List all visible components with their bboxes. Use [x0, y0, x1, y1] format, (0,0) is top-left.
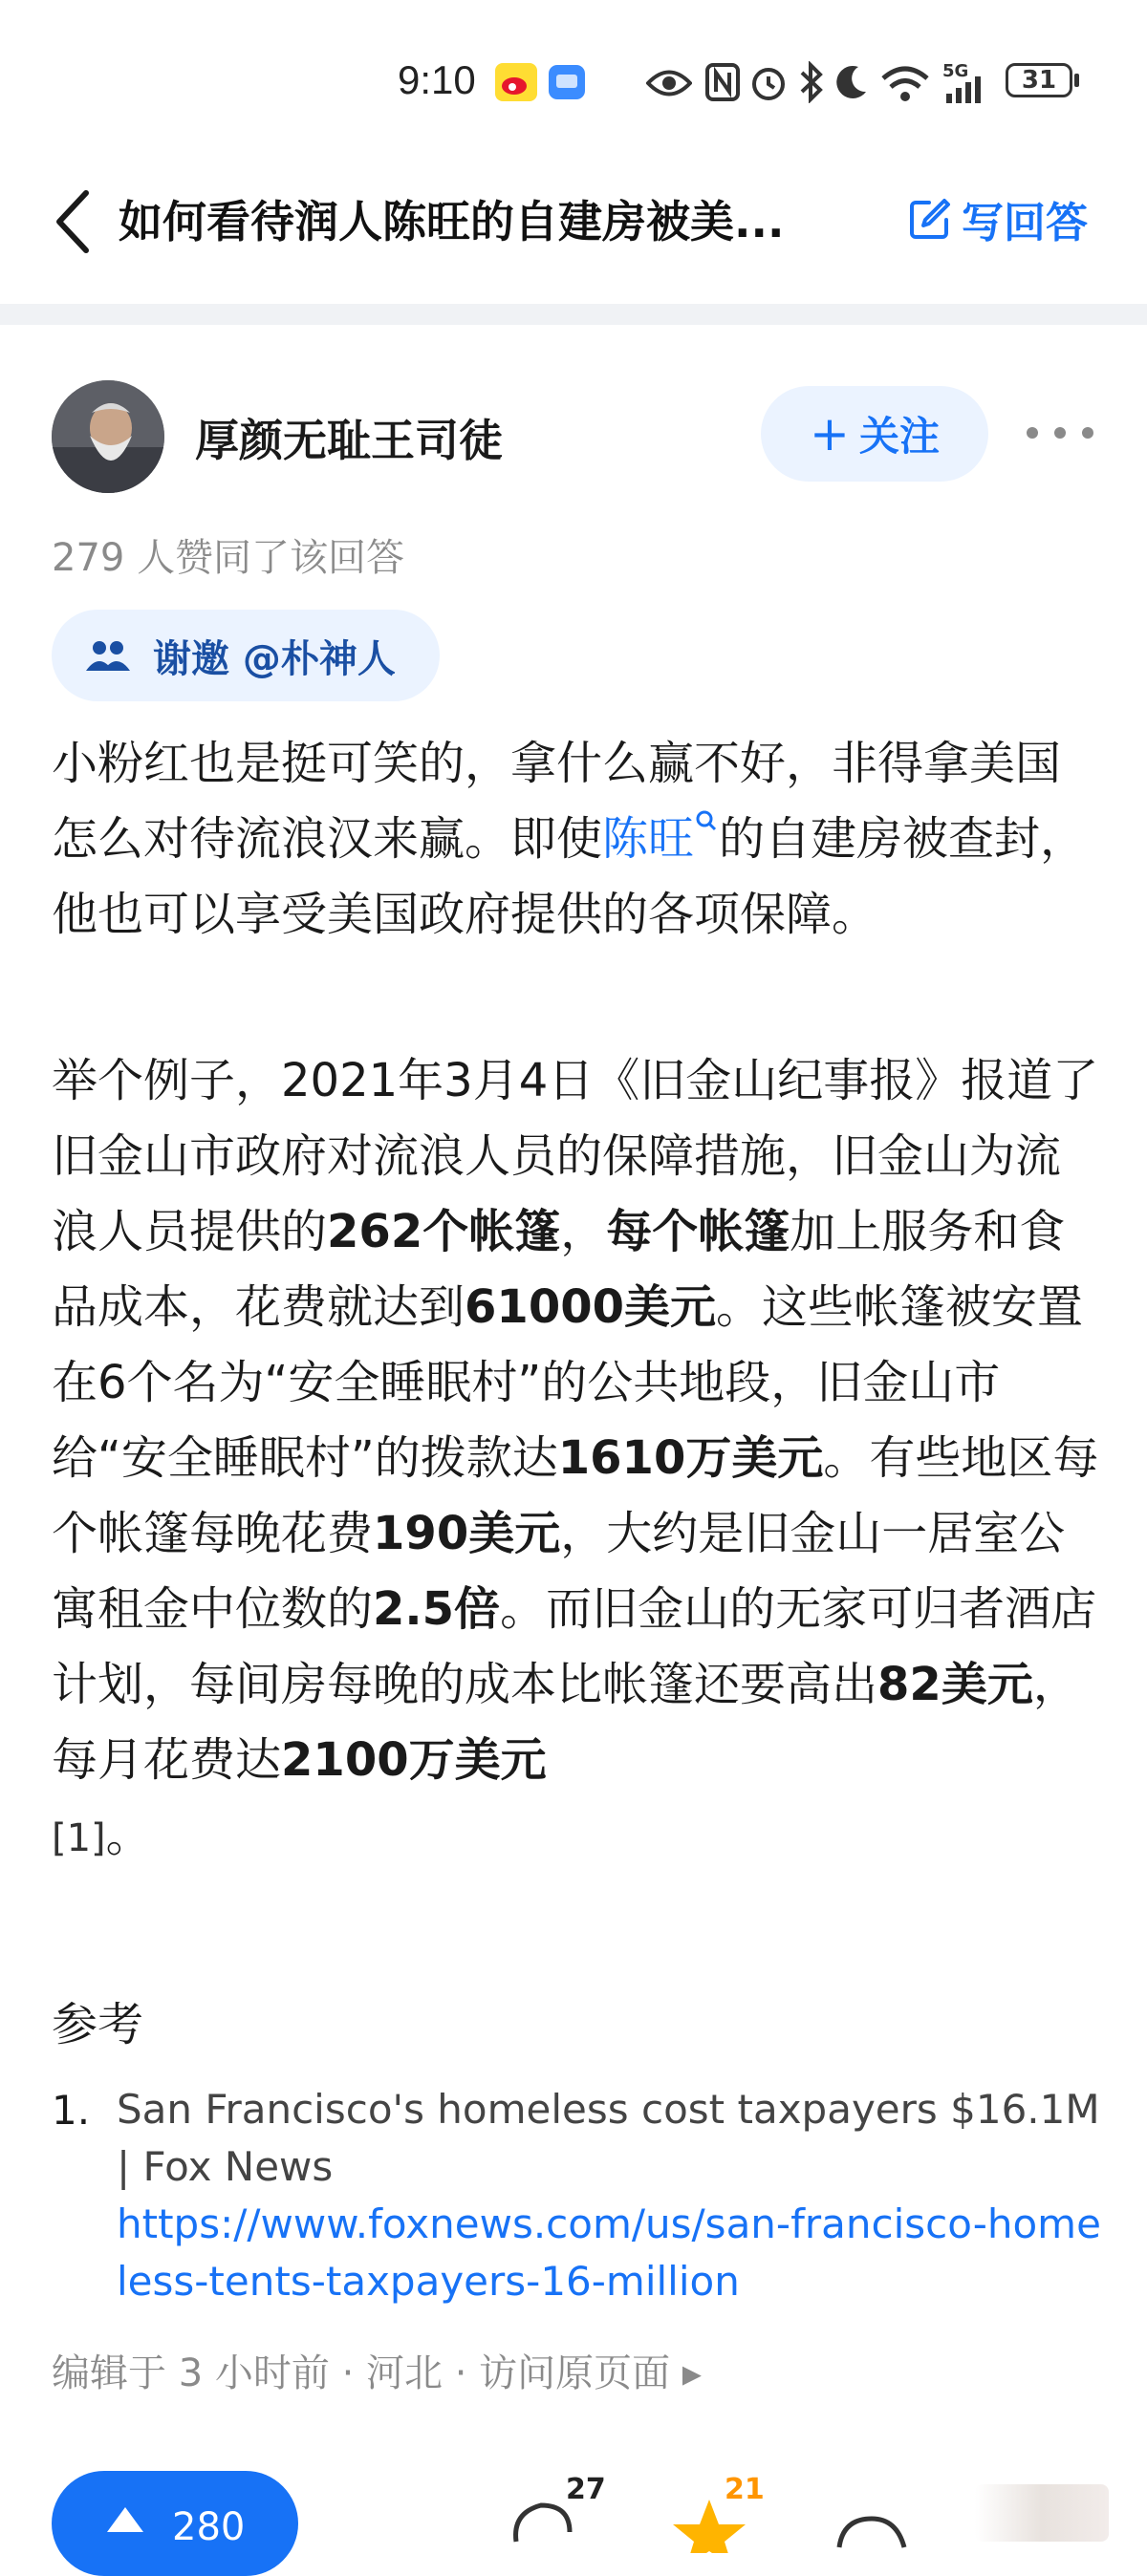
answer-highlight: 61000美元: [465, 1280, 717, 1334]
answer-highlight: 262个帐篷: [327, 1205, 561, 1258]
reference-marker[interactable]: [1]: [52, 1816, 106, 1860]
alarm-icon: [749, 63, 788, 101]
battery-indicator: [1006, 63, 1082, 101]
reference-title: San Francisco's homeless cost taxpayers $16.1M | Fox News: [117, 2086, 1100, 2190]
status-time: 9:10: [398, 57, 476, 102]
answer-text: 加上服务和食品成本，花费就达到: [52, 1205, 1066, 1334]
answer-text: ，每月花费达: [52, 1658, 1079, 1787]
edit-icon: [908, 197, 952, 241]
battery-level: 31: [1006, 63, 1072, 97]
keyword-link-chenwang[interactable]: [602, 812, 719, 866]
answer-highlight: 82美元: [877, 1658, 1033, 1711]
wifi-icon: [879, 63, 931, 103]
reference-item: [117, 2081, 1101, 2310]
answer-text: 。: [105, 1809, 152, 1862]
answer-paragraph-2: [52, 1043, 1103, 1877]
author-name[interactable]: 厚颜无耻王司徒: [195, 415, 503, 466]
question-title[interactable]: 如何看待润人陈旺的自建房被美...: [119, 196, 785, 247]
answer-text: 。有些地区每个帐篷每晚花费: [52, 1431, 1099, 1560]
answer-text: 。这些帐篷被安置在6个名为“安全睡眠村”的公共地段，旧金山市给“安全睡眠村”的拨款达: [52, 1280, 1084, 1485]
invite-label: 谢邀 @朴神人: [153, 636, 396, 681]
answer-text: 。而旧金山的无家可归者酒店计划，每间房每晚的成本比帐篷还要高出: [52, 1582, 1097, 1711]
agree-count: 279 人赞同了该回答: [52, 536, 405, 580]
upvote-arrow-icon: [101, 2501, 149, 2540]
weibo-icon: [495, 63, 537, 101]
follow-button[interactable]: [761, 386, 988, 482]
answer-text: 小粉红也是挺可笑的，拿什么赢不好，非得拿美国怎么对待流浪汉来赢。即使: [52, 737, 1062, 866]
reference-link[interactable]: https://www.foxnews.com/us/san-francisco-homeless-tents-taxpayers-16-million: [117, 2200, 1101, 2305]
answer-paragraph-1: [52, 726, 1103, 953]
nfc-icon: [705, 63, 740, 101]
answer-text: ，: [560, 1205, 607, 1258]
write-answer-label: 写回答: [962, 199, 1088, 247]
reference-number: 1.: [52, 2087, 91, 2134]
upvote-count: 280: [172, 2505, 246, 2549]
answer-text: 的自建房被查封，他也可以享受美国政府提供的各项保障。: [52, 812, 1087, 941]
references-title: 参考: [52, 1998, 144, 2051]
avatar-image: [52, 380, 164, 493]
invite-badge[interactable]: [52, 610, 440, 701]
answer-text: 举个例子，2021年3月4日《旧金山纪事报》报道了旧金山市政府对流浪人员的保障措施，旧金山为流浪人员提供的: [52, 1054, 1099, 1258]
more-options-icon[interactable]: [1027, 419, 1093, 447]
follow-label: 关注: [858, 413, 940, 460]
invite-people-icon: [84, 636, 132, 675]
signal-icon: [942, 76, 990, 103]
answer-text: ，大约是旧金山一居室公寓租金中位数的: [52, 1507, 1066, 1636]
write-answer-button[interactable]: [908, 185, 1088, 252]
answer-highlight: 190美元: [373, 1507, 561, 1560]
status-bar: [0, 0, 1147, 162]
bottom-thumbnail[interactable]: [975, 2484, 1109, 2542]
eye-icon: [646, 69, 692, 97]
author-avatar[interactable]: [52, 380, 164, 493]
edit-meta[interactable]: 编辑于 3 小时前 · 河北 · 访问原页面 ▸: [52, 2351, 702, 2395]
app-notification-icon: [549, 65, 585, 99]
answer-highlight: 2.5倍: [373, 1582, 501, 1636]
plus-icon: +: [810, 406, 850, 462]
upvote-button[interactable]: [52, 2471, 298, 2576]
comment-button[interactable]: [509, 2473, 623, 2544]
comment-count: 27: [566, 2473, 606, 2506]
top-nav: [0, 162, 1147, 306]
network-type-label: 5G: [942, 61, 969, 81]
bluetooth-icon: [799, 61, 824, 103]
keyword-link-label: 陈旺: [602, 812, 695, 866]
favorite-button[interactable]: [671, 2473, 786, 2544]
share-icon: [833, 2500, 910, 2557]
answer-highlight: 2100万美元: [281, 1733, 547, 1787]
do-not-disturb-icon: [833, 63, 870, 101]
answer-highlight: 1610万美元: [557, 1431, 824, 1485]
search-icon: [694, 808, 719, 837]
answer-highlight: 每个帐篷: [606, 1205, 790, 1258]
section-divider: [0, 304, 1147, 325]
favorite-count: 21: [725, 2473, 765, 2506]
back-arrow-icon[interactable]: [48, 183, 105, 260]
share-button[interactable]: [833, 2486, 929, 2544]
